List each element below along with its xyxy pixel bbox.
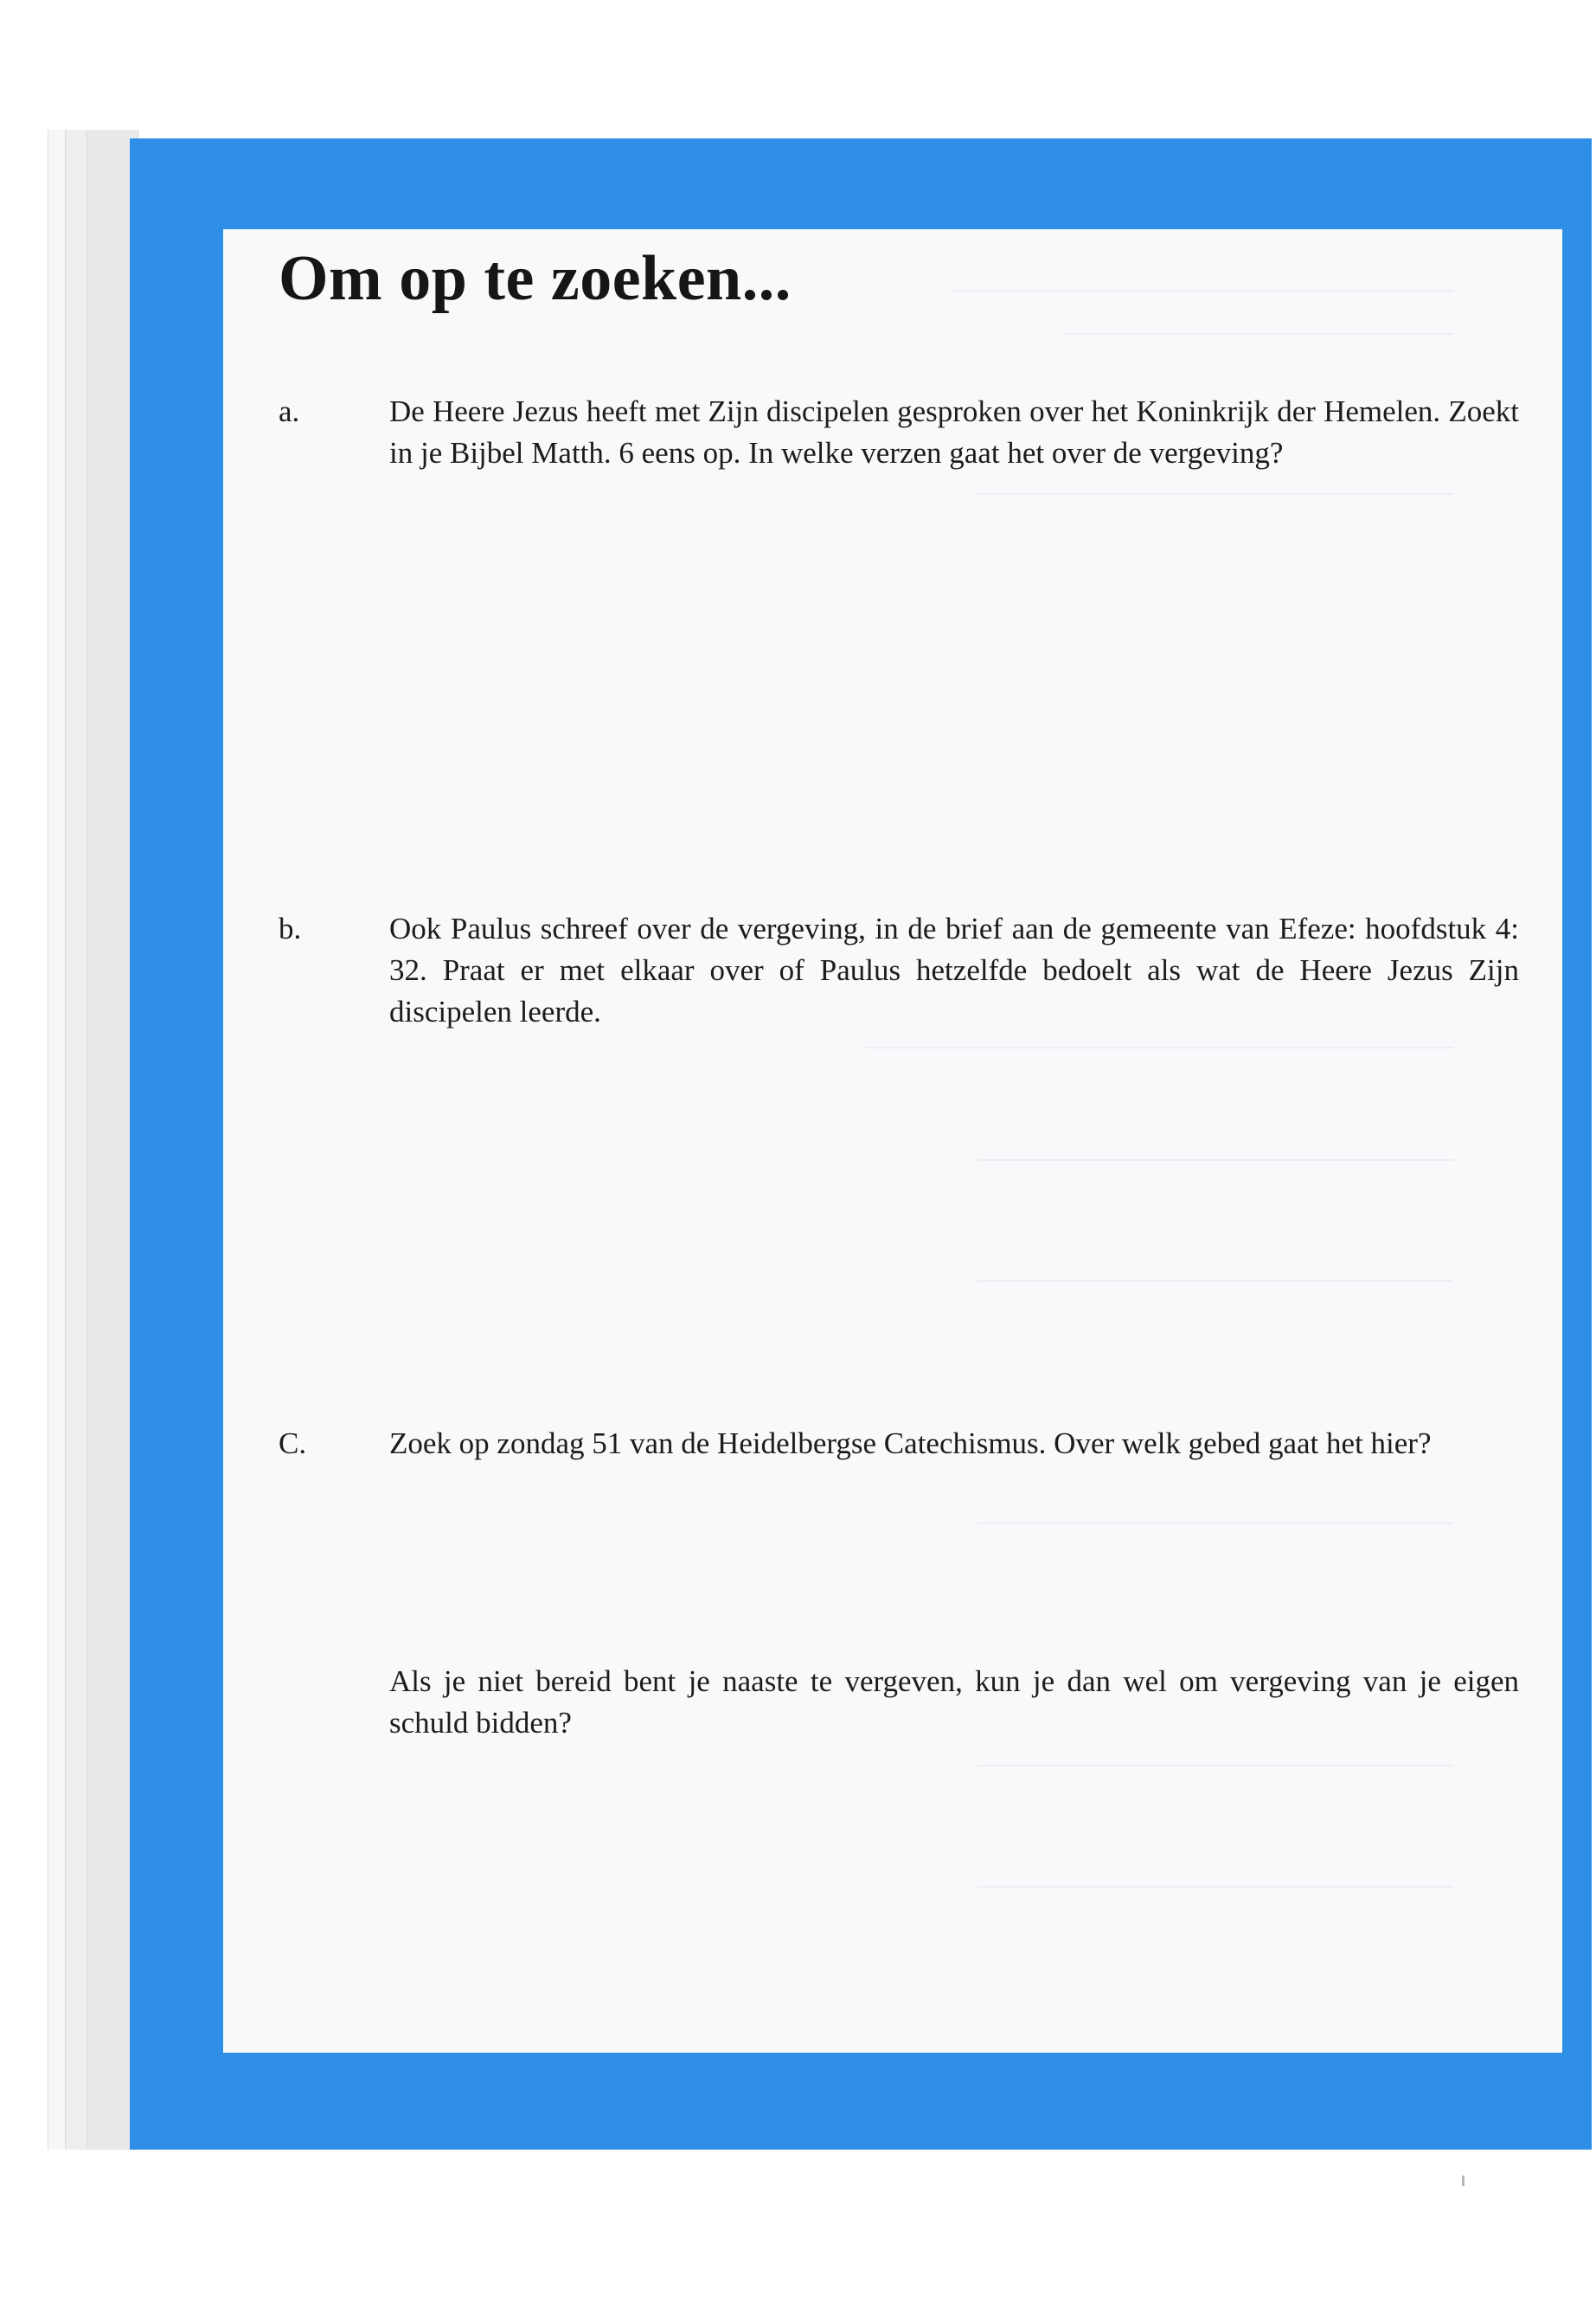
- question-text: Als je niet bereid bent je naaste te vergeven, kun je dan wel om vergeving van je eigen schuld bidden?: [389, 1664, 1519, 1740]
- show-through-line: [977, 1280, 1453, 1282]
- question-text: De Heere Jezus heeft met Zijn discipelen gesproken over het Koninkrijk der Hemelen. Zoekt in je Bijbel Matth. 6 eens op. In welke verzen gaat het over de vergeving?: [389, 394, 1519, 470]
- question-label: b.: [279, 912, 302, 945]
- question-text: Ook Paulus schreef over de vergeving, in de brief aan de gemeente van Efeze: hoofdstuk 4: 32. Praat er met elkaar over of Paulus hetzelfde bedoelt als wat de Heere Jezus Zijn discipelen leerde.: [389, 912, 1519, 1029]
- content-panel: [223, 229, 1562, 2053]
- question-b: [279, 908, 1519, 1033]
- question-label: C.: [279, 1426, 307, 1460]
- show-through-line: [977, 1522, 1453, 1524]
- show-through-line: [865, 1047, 1453, 1048]
- show-through-line: [977, 1886, 1453, 1888]
- page-mark: [1462, 2176, 1465, 2186]
- question-followup: [279, 1661, 1519, 1744]
- question-label: a.: [279, 394, 300, 428]
- question-label: [279, 1661, 389, 1744]
- page-title: Om op te zoeken...: [279, 243, 792, 314]
- question-text: Zoek op zondag 51 van de Heidelbergse Catechismus. Over welk gebed gaat het hier?: [389, 1426, 1432, 1460]
- question-a: [279, 391, 1519, 474]
- show-through-line: [977, 493, 1453, 495]
- show-through-line: [977, 1765, 1453, 1766]
- show-through-line: [977, 1159, 1453, 1161]
- show-through-line: [1064, 333, 1453, 335]
- question-c: [279, 1423, 1519, 1465]
- show-through-line: [952, 290, 1453, 292]
